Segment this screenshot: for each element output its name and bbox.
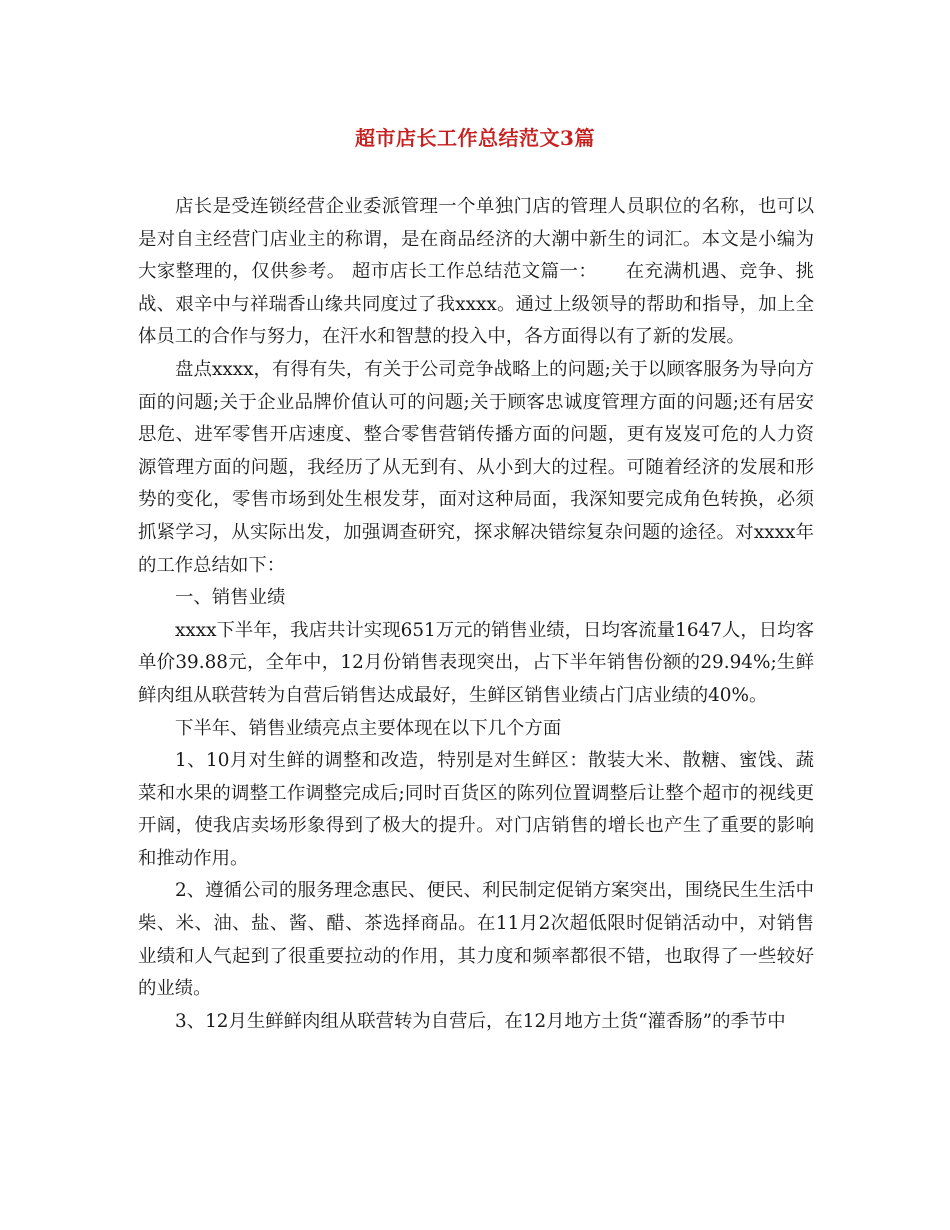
paragraph-highlight-3: 3、12月生鲜鲜肉组从联营转为自营后，在12月地方土货“灌香肠”的季节中 xyxy=(175,1010,786,1032)
paragraph-highlight-1: 1、10月对生鲜的调整和改造，特别是对生鲜区：散装大米、散糖、蜜饯、蔬菜和水果的调整工作调整完成后;同时百货区的陈列位置调整后让整个超市的视线更开阔，使我店卖场形象得到了极大的提升。对门店销售的增长也产生了重要的影响和推动作用。 xyxy=(138,750,814,869)
paragraph-highlights-intro: 下半年、销售业绩亮点主要体现在以下几个方面 xyxy=(175,717,562,739)
section-heading-sales: 一、销售业绩 xyxy=(175,587,286,609)
document-body xyxy=(138,191,814,1038)
document-title: 超市店长工作总结范文3篇 xyxy=(355,126,595,150)
paragraph-review: 盘点xxxx，有得有失，有关于公司竞争战略上的问题;关于以顾客服务为导向方面的问题;关于企业品牌价值认可的问题;关于顾客忠诚度管理方面的问题;还有居安思危、进军零售开店速度、整合零售营销传播方面的问题，更有岌岌可危的人力资源管理方面的问题，我经历了从无到有、从小到大的过程。可随着经济的发展和形势的变化，零售市场到处生根发芽，面对这种局面，我深知要完成角色转换，必须抓紧学习，从实际出发，加强调查研究，探求解决错综复杂问题的途径。对xxxx年的工作总结如下： xyxy=(138,358,814,576)
paragraph-intro: 店长是受连锁经营企业委派管理一个单独门店的管理人员职位的名称，也可以是对自主经营门店业主的称谓，是在商品经济的大潮中新生的词汇。本文是小编为大家整理的，仅供参考。 超市店长工作总结范文篇一： 在充满机遇、竞争、挑战、艰辛中与祥瑞香山缘共同度过了我xxxx。通过上级领导的帮助和指导，加上全体员工的合作与努力，在汗水和智慧的投入中，各方面得以有了新的发展。 xyxy=(138,196,814,348)
paragraph-sales-figures: xxxx下半年，我店共计实现651万元的销售业绩，日均客流量1647人，日均客单价39.88元，全年中，12月份销售表现突出，占下半年销售份额的29.94%;生鲜鲜肉组从联营转为自营后销售达成最好，生鲜区销售业绩占门店业绩的40%。 xyxy=(138,619,814,706)
paragraph-highlight-2: 2、遵循公司的服务理念惠民、便民、利民制定促销方案突出，围绕民生生活中柴、米、油、盐、酱、醋、茶选择商品。在11月2次超低限时促销活动中，对销售业绩和人气起到了很重要拉动的作用，其力度和频率都很不错，也取得了一些较好的业绩。 xyxy=(138,880,814,1000)
